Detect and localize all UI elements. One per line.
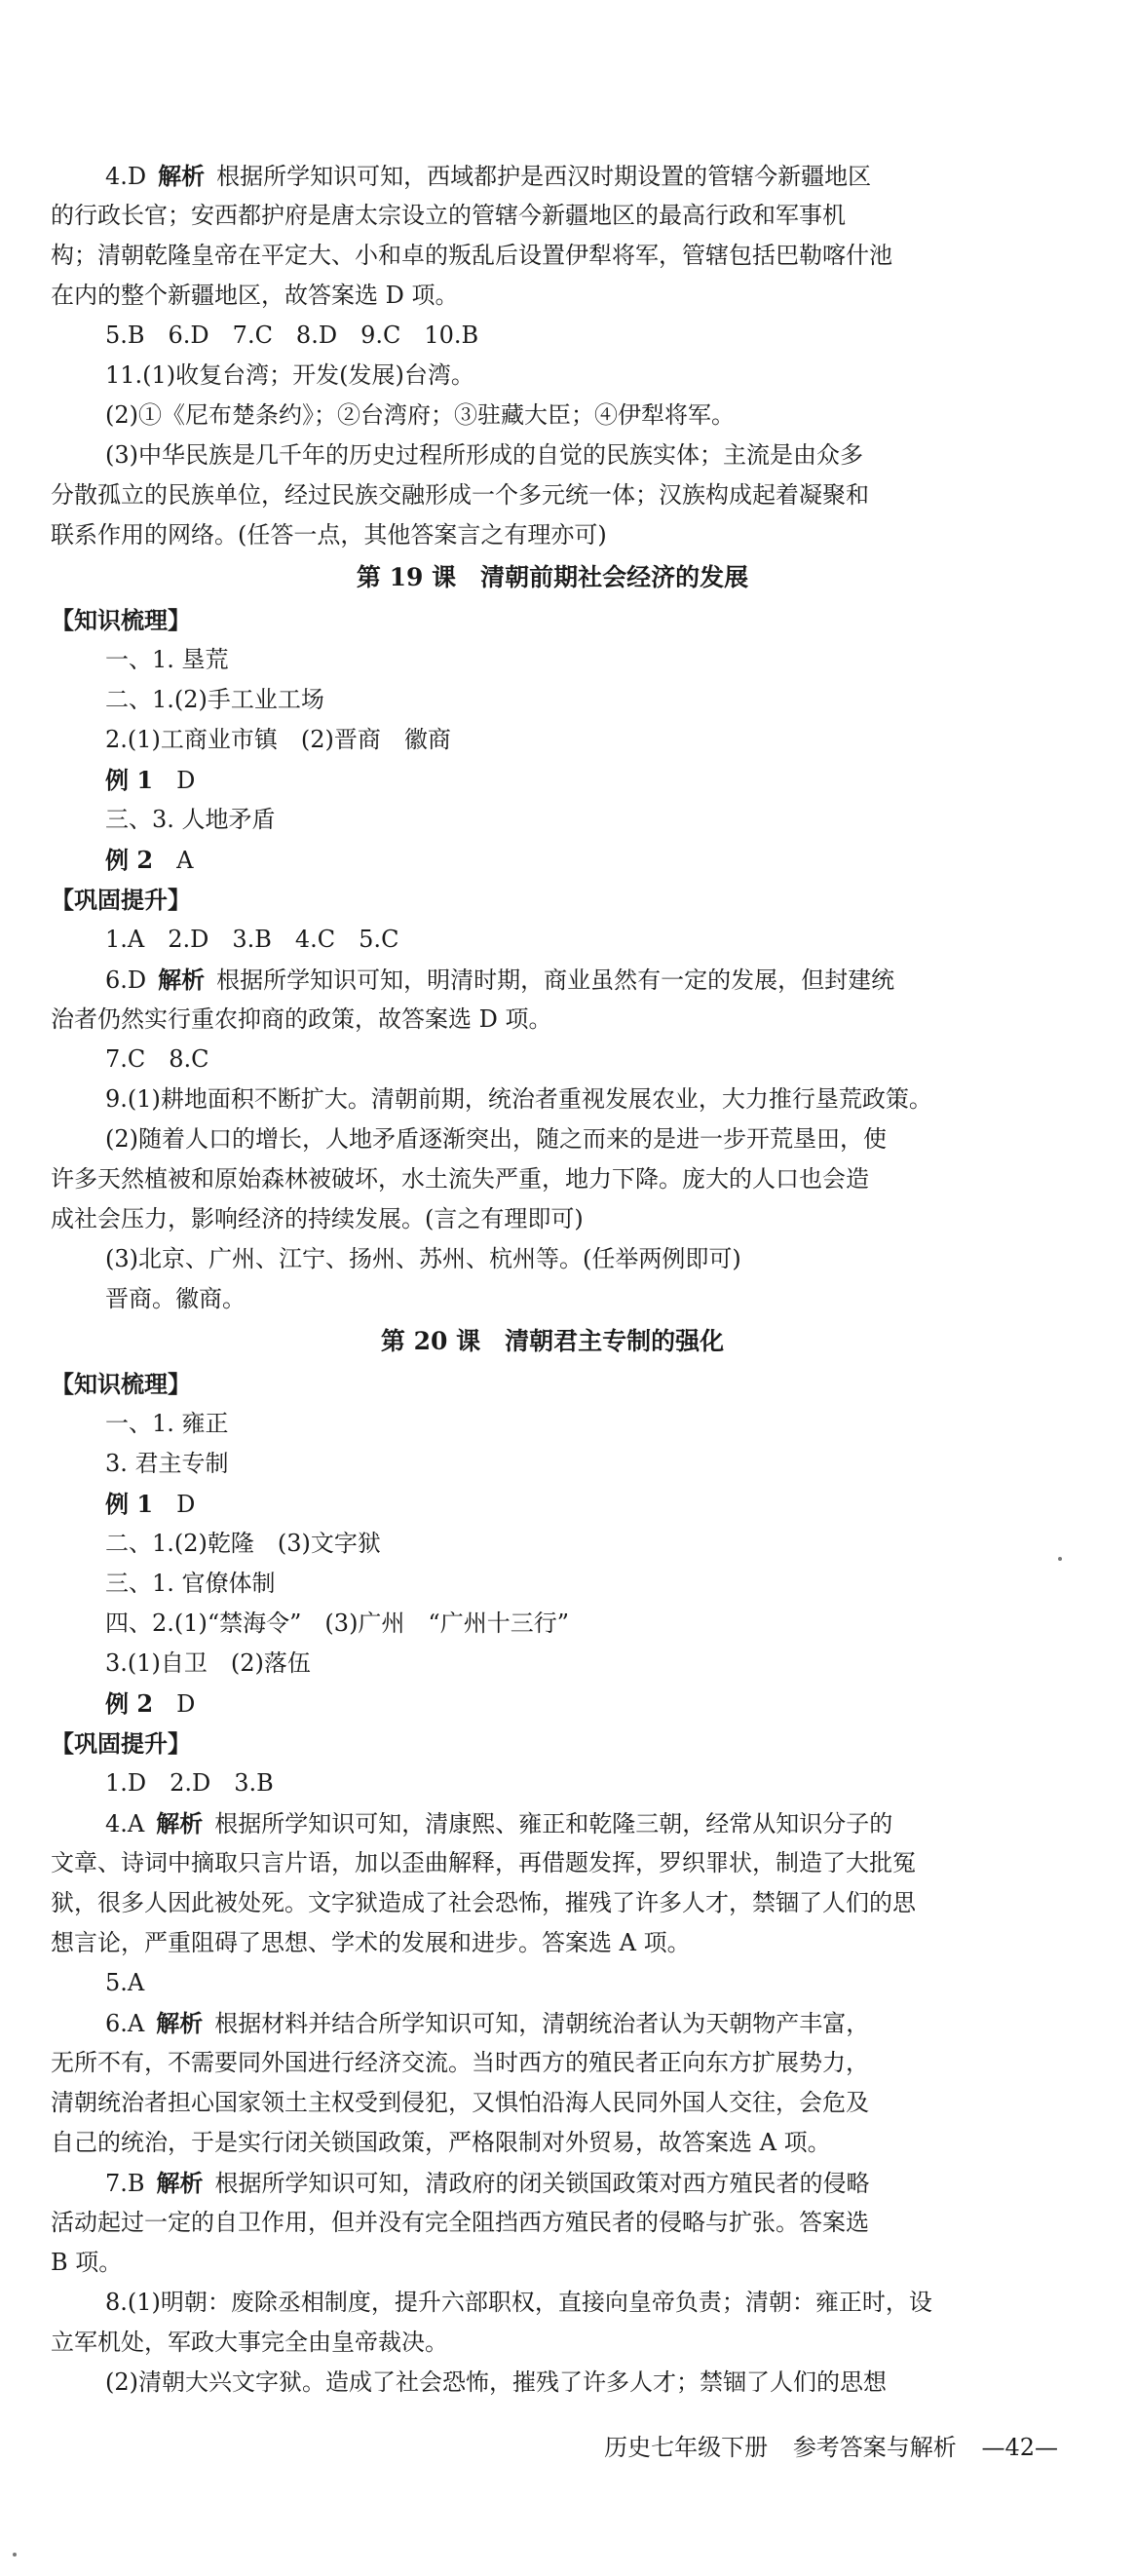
text-line: 想言论，严重阻碍了思想、学术的发展和进步。答案选 A 项。 <box>51 1929 691 1956</box>
text-line: 许多天然植被和原始森林被破坏，水土流失严重，地力下降。庞大的人口也会造 <box>51 1165 869 1193</box>
lesson-heading: 第 19 课 清朝前期社会经济的发展 <box>356 563 749 591</box>
explained-answer <box>51 156 1054 196</box>
example-value: D <box>176 1491 196 1518</box>
answer-line: 2.(1)工商业市镇 (2)晋商 徽商 <box>105 726 451 753</box>
answer-number: 7.B <box>105 2170 145 2197</box>
explained-answer <box>51 2003 1054 2043</box>
text-line: 自己的统治，于是实行闭关锁国政策，严格限制对外贸易，故答案选 A 项。 <box>51 2129 831 2156</box>
answer-number: 6.A <box>105 2010 145 2037</box>
text-line: 清朝统治者担心国家领土主权受到侵犯，又惧怕沿海人民同外国人交往，会危及 <box>51 2089 869 2116</box>
answer-content <box>51 156 1054 2403</box>
text-line: 在内的整个新疆地区，故答案选 D 项。 <box>51 282 459 309</box>
explained-answer <box>51 1803 1054 1843</box>
text-line: 立军机处，军政大事完全由皇帝裁决。 <box>51 2329 448 2356</box>
example-value: A <box>176 847 194 874</box>
example-label: 例 1 <box>105 766 154 794</box>
answer-line: 四、2.(1)“禁海令” (3)广州 “广州十三行” <box>105 1610 569 1637</box>
explained-answer <box>51 2163 1054 2203</box>
analysis-text: 根据所学知识可知，清康熙、雍正和乾隆三朝，经常从知识分子的 <box>214 1810 893 1837</box>
answer-number: 4.A <box>105 1810 145 1837</box>
scan-speck <box>1058 1557 1062 1561</box>
example-label: 例 1 <box>105 1490 154 1518</box>
text-line: 的行政长官；安西都护府是唐太宗设立的管辖今新疆地区的最高行政和军事机 <box>51 202 846 229</box>
text-line: 分散孤立的民族单位，经过民族交融形成一个多元统一体；汉族构成起着凝聚和 <box>51 481 869 509</box>
page-number: —42— <box>981 2434 1058 2461</box>
answer-line: 3.(1)自卫 (2)落伍 <box>105 1649 311 1677</box>
answer-line: (3)北京、广州、江宁、扬州、苏州、杭州等。(任举两例即可) <box>105 1245 741 1272</box>
example-answer <box>51 1484 1054 1524</box>
page-footer <box>587 2432 1058 2463</box>
section-label: 【知识梳理】 <box>51 606 191 634</box>
answer-line: 3. 君主专制 <box>105 1450 229 1477</box>
answer-line: 1.A 2.D 3.B 4.C 5.C <box>105 926 399 953</box>
answer-line: (3)中华民族是几千年的历史过程所形成的自觉的民族实体；主流是由众多 <box>105 441 863 469</box>
answer-line: 7.C 8.C <box>105 1045 209 1073</box>
answer-line: 1.D 2.D 3.B <box>105 1769 274 1797</box>
answer-line: 晋商。徽商。 <box>105 1285 246 1312</box>
answer-line: 9.(1)耕地面积不断扩大。清朝前期，统治者重视发展农业，大力推行垦荒政策。 <box>105 1085 932 1113</box>
answer-line: (2)随着人口的增长，人地矛盾逐渐突出，随之而来的是进一步开荒垦田，使 <box>105 1125 887 1153</box>
text-line: 构；清朝乾隆皇帝在平定大、小和卓的叛乱后设置伊犁将军，管辖包括巴勒喀什池 <box>51 242 892 269</box>
footer-subject: 历史七年级下册 <box>604 2434 769 2461</box>
text-line: 狱，很多人因此被处死。文字狱造成了社会恐怖，摧残了许多人才，禁锢了人们的思 <box>51 1889 916 1916</box>
answer-line: 三、1. 官僚体制 <box>105 1570 276 1597</box>
analysis-text: 根据所学知识可知，明清时期，商业虽然有一定的发展，但封建统 <box>216 966 895 994</box>
text-line: B 项。 <box>51 2249 123 2276</box>
example-value: D <box>176 1690 196 1718</box>
analysis-label: 解析 <box>158 966 206 994</box>
section-label: 【巩固提升】 <box>51 1729 191 1758</box>
footer-title: 参考答案与解析 <box>792 2434 957 2461</box>
example-answer <box>51 760 1054 800</box>
section-label: 【巩固提升】 <box>51 886 191 914</box>
answer-number: 4.D <box>105 163 147 190</box>
example-value: D <box>176 767 196 794</box>
answer-line: 5.A <box>105 1969 145 1996</box>
answer-line: 一、1. 雍正 <box>105 1410 229 1437</box>
text-line: 文章、诗词中摘取只言片语，加以歪曲解释，再借题发挥，罗织罪状，制造了大批冤 <box>51 1849 916 1876</box>
section-label: 【知识梳理】 <box>51 1370 191 1398</box>
example-answer <box>51 1684 1054 1724</box>
answer-line: 11.(1)收复台湾；开发(发展)台湾。 <box>105 361 474 389</box>
text-line: 联系作用的网络。(任答一点，其他答案言之有理亦可) <box>51 521 607 549</box>
analysis-text: 根据所学知识可知，西域都护是西汉时期设置的管辖今新疆地区 <box>216 163 872 190</box>
answer-line: 8.(1)明朝：废除丞相制度，提升六部职权，直接向皇帝负责；清朝：雍正时，设 <box>105 2289 932 2316</box>
answer-line: 三、3. 人地矛盾 <box>105 806 276 833</box>
answer-line: (2)清朝大兴文字狱。造成了社会恐怖，摧残了许多人才；禁锢了人们的思想 <box>105 2368 887 2396</box>
text-line: 治者仍然实行重农抑商的政策，故答案选 D 项。 <box>51 1005 552 1033</box>
analysis-label: 解析 <box>156 2169 204 2197</box>
analysis-label: 解析 <box>156 2009 204 2037</box>
answer-line: 5.B 6.D 7.C 8.D 9.C 10.B <box>105 322 479 349</box>
analysis-label: 解析 <box>156 1809 204 1837</box>
scan-speck <box>13 2553 17 2557</box>
explained-answer <box>51 960 1054 1000</box>
analysis-text: 根据所学知识可知，清政府的闭关锁国政策对西方殖民者的侵略 <box>214 2170 870 2197</box>
answer-line: 二、1.(2)手工业工场 <box>105 686 324 713</box>
answer-line: (2)①《尼布楚条约》；②台湾府；③驻藏大臣；④伊犁将军。 <box>105 401 735 429</box>
answer-number: 6.D <box>105 966 147 994</box>
answer-line: 二、1.(2)乾隆 (3)文字狱 <box>105 1530 381 1557</box>
text-line: 无所不有，不需要同外国进行经济交流。当时西方的殖民者正向东方扩展势力， <box>51 2049 869 2076</box>
example-label: 例 2 <box>105 846 154 874</box>
analysis-text: 根据材料并结合所学知识可知，清朝统治者认为天朝物产丰富， <box>214 2010 870 2037</box>
text-line: 活动起过一定的自卫作用，但并没有完全阻挡西方殖民者的侵略与扩张。答案选 <box>51 2209 869 2236</box>
lesson-heading: 第 20 课 清朝君主专制的强化 <box>380 1327 725 1355</box>
analysis-label: 解析 <box>158 162 206 190</box>
example-label: 例 2 <box>105 1689 154 1718</box>
answer-line: 一、1. 垦荒 <box>105 646 229 673</box>
example-answer <box>51 840 1054 880</box>
text-line: 成社会压力，影响经济的持续发展。(言之有理即可) <box>51 1205 584 1232</box>
